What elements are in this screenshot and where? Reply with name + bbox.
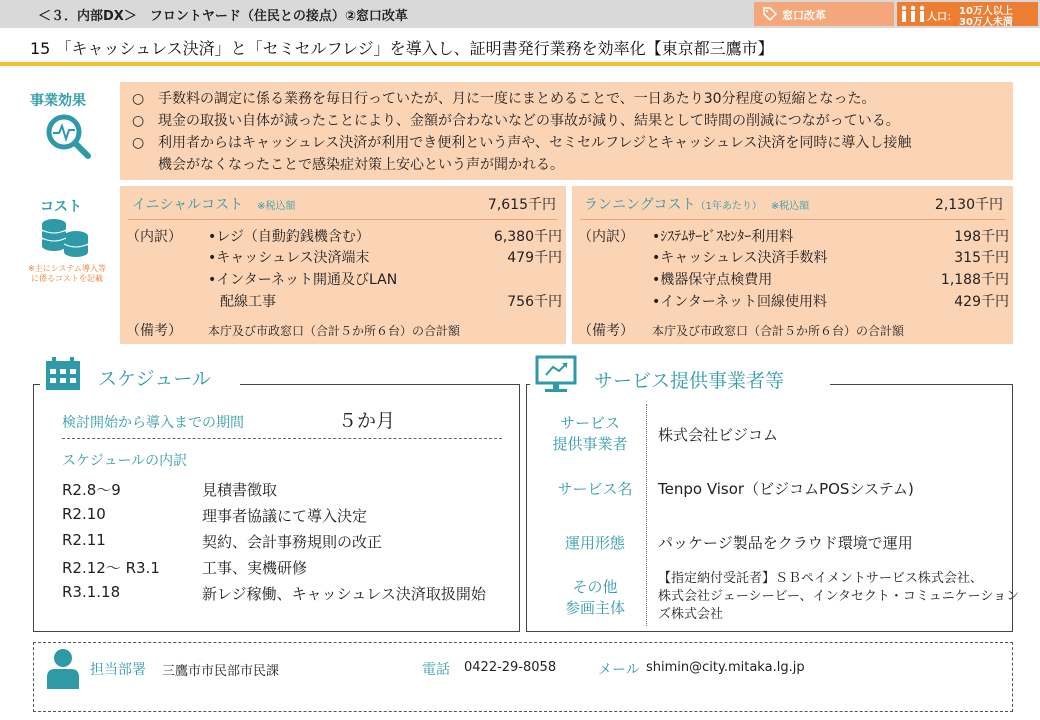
dashed-divider bbox=[62, 438, 502, 439]
effect-item: ○ 現金の取扱い自体が減ったことにより、金額が合わないなどの事故が減り、結果として時間の削減につながっている。 bbox=[132, 113, 900, 129]
schedule-date: R2.10 bbox=[62, 505, 106, 523]
tag-icon bbox=[762, 6, 778, 22]
schedule-date: R3.1.18 bbox=[62, 583, 121, 601]
cost-item-amount: 756千円 bbox=[507, 294, 562, 310]
category-tag-label: 窓口改革 bbox=[782, 9, 826, 22]
population-range-2: 30万人未満 bbox=[959, 17, 1013, 28]
other-participants-value: 【指定納付受託者】ＳＢペイメントサービス株式会社、 株式会社ジェーシービー、インタセクト・コミュニケーション ズ株式会社 bbox=[658, 571, 1020, 622]
providers-title: サービス提供事業者等 bbox=[594, 370, 785, 392]
schedule-event: 見積書徴取 bbox=[202, 481, 278, 499]
operation-value: パッケージ製品をクラウド環境で運用 bbox=[658, 534, 913, 552]
provider-value: 株式会社ビジコム bbox=[658, 426, 779, 444]
cost-item-name: •インターネット回線使用料 bbox=[652, 294, 827, 310]
initial-cost-title: イニシャルコスト ※税込額 bbox=[132, 197, 296, 213]
cost-note: ※主にシステム導入等 に係るコストを記載 bbox=[28, 264, 106, 283]
cost-item-amount: 479千円 bbox=[507, 250, 562, 266]
schedule-date: R2.8～9 bbox=[62, 481, 121, 499]
category-tag bbox=[754, 2, 894, 26]
cost-item-amount: 429千円 bbox=[954, 294, 1009, 310]
schedule-event: 契約、会計事務規則の改正 bbox=[202, 533, 383, 551]
cost-item-amount: 1,188千円 bbox=[940, 272, 1009, 288]
schedule-event: 理事者協議にて導入決定 bbox=[202, 507, 368, 525]
remarks-text: 本庁及び市政窓口（合計５か所６台）の合計額 bbox=[652, 324, 905, 338]
cost-label: コスト bbox=[40, 199, 82, 215]
dept-label: 担当部署 bbox=[90, 662, 146, 678]
divider bbox=[128, 219, 558, 220]
schedule-date: R2.11 bbox=[62, 531, 106, 549]
cost-item-amount: 6,380千円 bbox=[493, 229, 562, 245]
cost-item-name: 配線工事 bbox=[220, 294, 276, 310]
monitor-icon bbox=[534, 354, 578, 394]
breakdown-label: （内訳） bbox=[126, 229, 182, 245]
cost-item-name: •インターネット開通及びLAN bbox=[208, 272, 398, 288]
period-label: 検討開始から導入までの期間 bbox=[62, 415, 244, 431]
cost-item-name: •レジ（自動釣銭機含む） bbox=[208, 229, 370, 245]
cost-item-name: •ｼｽﾃﾑｻｰﾋﾞｽｾﾝﾀｰ利用料 bbox=[652, 229, 794, 245]
cost-item-name: •機器保守点検費用 bbox=[652, 272, 773, 288]
population-tag bbox=[897, 2, 1038, 26]
effects-box bbox=[120, 82, 1013, 180]
schedule-event: 新レジ稼働、キャッシュレス決済取扱開始 bbox=[202, 585, 486, 603]
calendar-icon bbox=[44, 356, 82, 392]
effect-item: ○ 手数料の調定に係る業務を毎日行っていたが、月に一度にまとめることで、一日あたり30分程度の短縮となった。 bbox=[132, 91, 876, 107]
initial-cost-total: 7,615千円 bbox=[487, 197, 556, 213]
service-name-value: Tenpo Visor（ビジコムPOSシステム) bbox=[658, 480, 914, 498]
remarks-label: （備考） bbox=[126, 323, 182, 339]
schedule-date: R2.12～ R3.1 bbox=[62, 559, 160, 577]
effect-item-continued: 機会がなくなったことで感染症対策上安心という声が聞かれる。 bbox=[158, 157, 564, 173]
remarks-label: （備考） bbox=[578, 323, 634, 339]
phone-value: 0422-29-8058 bbox=[464, 660, 557, 675]
mail-label: メール bbox=[598, 662, 640, 678]
schedule-title: スケジュール bbox=[98, 368, 211, 390]
effect-item: ○ 利用者からはキャッシュレス決済が利用でき便利という声や、セミセルフレジとキャッシュレス決済を同時に導入し接触 bbox=[132, 135, 912, 151]
dept-value: 三鷹市市民部市民課 bbox=[162, 664, 280, 679]
cost-item-amount: 315千円 bbox=[954, 250, 1009, 266]
title-divider bbox=[0, 62, 1040, 66]
initial-cost-box bbox=[120, 186, 566, 344]
other-participants-label: その他 参画主体 bbox=[564, 578, 625, 617]
schedule-event: 工事、実機研修 bbox=[202, 559, 308, 577]
breakdown-label: スケジュールの内訳 bbox=[62, 453, 188, 469]
mail-value[interactable]: shimin@city.mitaka.lg.jp bbox=[646, 660, 805, 675]
section-title: ＜３．内部DX＞ フロントヤード（住民との接点）②窓口改革 bbox=[38, 9, 408, 24]
population-range-1: 10万人以上 bbox=[959, 6, 1013, 17]
remarks-text: 本庁及び市政窓口（合計５か所６台）の合計額 bbox=[208, 324, 461, 338]
breakdown-label: （内訳） bbox=[578, 229, 634, 245]
provider-label: サービス 提供事業者 bbox=[552, 414, 628, 453]
coins-icon bbox=[38, 216, 92, 260]
page-title: 15 「キャッシュレス決済」と「セミセルフレジ」を導入し、証明書発行業務を効率化【東京都三鷹市】 bbox=[30, 39, 774, 58]
operation-label: 運用形態 bbox=[564, 534, 625, 552]
population-label: 人口： bbox=[927, 12, 957, 23]
cost-item-amount: 198千円 bbox=[954, 229, 1009, 245]
phone-label: 電話 bbox=[422, 662, 450, 678]
running-cost-total: 2,130千円 bbox=[934, 197, 1003, 213]
people-icon bbox=[900, 5, 926, 23]
period-value: ５か月 bbox=[338, 410, 396, 432]
cost-item-name: •キャッシュレス決済手数料 bbox=[652, 250, 828, 266]
magnifier-icon bbox=[44, 112, 94, 160]
person-icon bbox=[44, 647, 82, 689]
cost-item-name: •キャッシュレス決済端末 bbox=[208, 250, 370, 266]
divider bbox=[580, 219, 1005, 220]
service-name-label: サービス名 bbox=[557, 480, 633, 498]
running-cost-box bbox=[572, 186, 1013, 344]
running-cost-title: ランニングコスト（1年あたり） ※税込額 bbox=[584, 197, 810, 213]
contact-box bbox=[33, 642, 1013, 712]
effects-label: 事業効果 bbox=[30, 93, 86, 109]
